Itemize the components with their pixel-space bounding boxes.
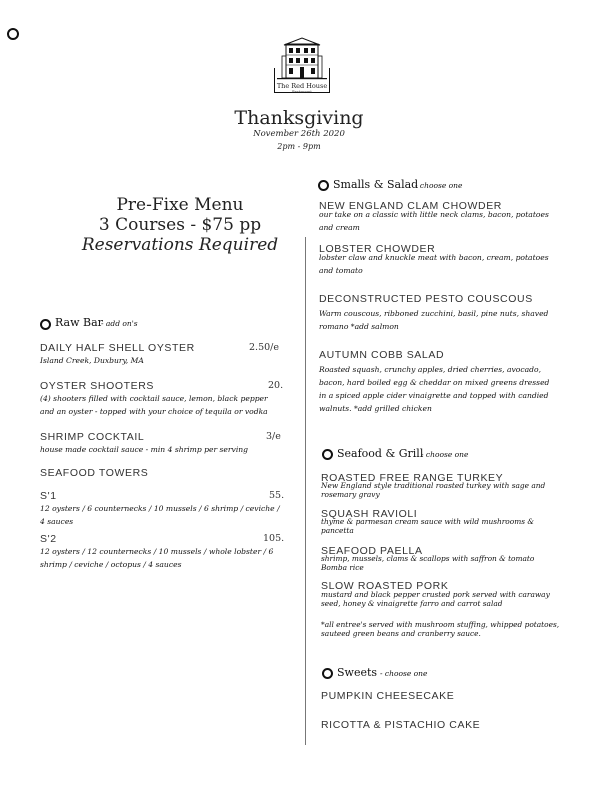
sweets-item-name: RICOTTA & PISTACHIO CAKE: [321, 719, 481, 731]
raw-bar-item-price: 105.: [263, 533, 285, 544]
seafood-subtitle: - choose one: [421, 450, 469, 459]
raw-bar-item-desc: 12 oysters / 6 counternecks / 10 mussels / 6 shrimp / ceviche / 4 sauces: [40, 504, 280, 526]
raw-bar-item-price: 20.: [268, 380, 284, 391]
raw-bar-item-price: 3/e: [266, 431, 281, 442]
raw-bar-item-name: S'1: [40, 490, 57, 502]
prefix-title: Pre-Fixe Menu: [116, 195, 244, 215]
raw-bar-item-name: SHRIMP COCKTAIL: [40, 431, 145, 443]
raw-bar-circle-icon: [40, 319, 51, 330]
sweets-item-name: PUMPKIN CHEESECAKE: [321, 690, 455, 702]
sweets-circle-icon: [322, 668, 333, 679]
event-hours: 2pm - 9pm: [277, 142, 321, 151]
prefix-reservations: Reservations Required: [81, 235, 279, 255]
seafood-circle-icon: [322, 449, 333, 460]
seafood-item-desc: New England style traditional roasted turkey with sage and rosemary gravy: [321, 481, 546, 499]
sweets-title: Sweets: [337, 666, 378, 679]
smalls-circle-icon: [318, 180, 329, 191]
seafood-item-desc: shrimp, mussels, clams & scallops with saffron & tomato Bomba rice: [321, 554, 535, 572]
smalls-item-name: DECONSTRUCTED PESTO COUSCOUS: [319, 293, 533, 305]
smalls-subtitle: - choose one: [415, 181, 463, 190]
smalls-item-desc: Roasted squash, crunchy apples, dried cherries, avocado, bacon, hard boiled egg & cheddar on mixed greens dressed in a spiced apple cider vinaigrette and topped with candied walnuts. *add grilled chicken: [319, 365, 550, 413]
smalls-item-desc: lobster claw and knuckle meat with bacon, cream, potatoes and tomato: [319, 253, 549, 275]
seafood-item-name: SEAFOOD PAELLA: [321, 545, 423, 557]
seafood-item-name: SLOW ROASTED PORK: [321, 580, 449, 592]
raw-bar-item-name: DAILY HALF SHELL OYSTER: [40, 342, 195, 354]
smalls-item-desc: our take on a classic with little neck clams, bacon, potatoes and cream: [319, 210, 549, 232]
seafood-item-name: ROASTED FREE RANGE TURKEY: [321, 472, 504, 484]
smalls-item-desc: Warm couscous, ribboned zucchini, basil, pine nuts, shaved romano *add salmon: [319, 309, 549, 331]
raw-bar-item-name: S'2: [40, 533, 57, 545]
raw-bar-item-desc: house made cocktail sauce - min 4 shrimp per serving: [40, 445, 249, 454]
raw-bar-item-desc: (4) shooters filled with cocktail sauce, lemon, black pepper and an oyster - topped with your choice of tequila or vodka: [40, 394, 268, 416]
raw-bar-subtitle: - add on's: [101, 319, 138, 328]
raw-bar-item-desc: 12 oysters / 12 counternecks / 10 mussels / whole lobster / 6 shrimp / ceviche / octopus / 4 sauces: [40, 547, 274, 569]
seafood-item-name: SQUASH RAVIOLI: [321, 508, 418, 520]
raw-bar-item-price: 55.: [269, 490, 285, 501]
smalls-item-name: NEW ENGLAND CLAM CHOWDER: [319, 200, 502, 212]
logo-subtitle: Restaurant: [292, 90, 312, 94]
raw-bar-item-desc: Island Creek, Duxbury, MA: [40, 356, 144, 365]
smalls-item-name: LOBSTER CHOWDER: [319, 243, 436, 255]
logo-name: The Red House: [276, 82, 328, 90]
page-title: Thanksgiving: [234, 107, 364, 129]
raw-bar-item-name: OYSTER SHOOTERS: [40, 380, 155, 392]
smalls-title: Smalls & Salad: [333, 178, 419, 191]
seafood-note: *all entree's served with mushroom stuffing, whipped potatoes, sauteed green beans and cranberry sauce.: [321, 620, 560, 638]
raw-bar-item-price: 2.50/e: [249, 342, 279, 353]
prefix-price: 3 Courses - $75 pp: [98, 215, 262, 235]
logo: [274, 36, 330, 94]
seafood-item-desc: mustard and black pepper crusted pork served with caraway seed, honey & vinaigrette farro and carrot salad: [321, 590, 550, 608]
smalls-item-name: AUTUMN COBB SALAD: [319, 349, 445, 361]
corner-circle-icon: [7, 28, 19, 40]
seafood-title: Seafood & Grill: [337, 447, 424, 460]
event-date: November 26th 2020: [253, 129, 345, 139]
raw-bar-item-name: SEAFOOD TOWERS: [40, 467, 149, 479]
seafood-item-desc: thyme & parmesan cream sauce with wild mushrooms & pancetta: [321, 517, 534, 535]
sweets-subtitle: - choose one: [380, 669, 428, 678]
raw-bar-title: Raw Bar: [55, 316, 103, 329]
column-divider: [305, 237, 306, 745]
